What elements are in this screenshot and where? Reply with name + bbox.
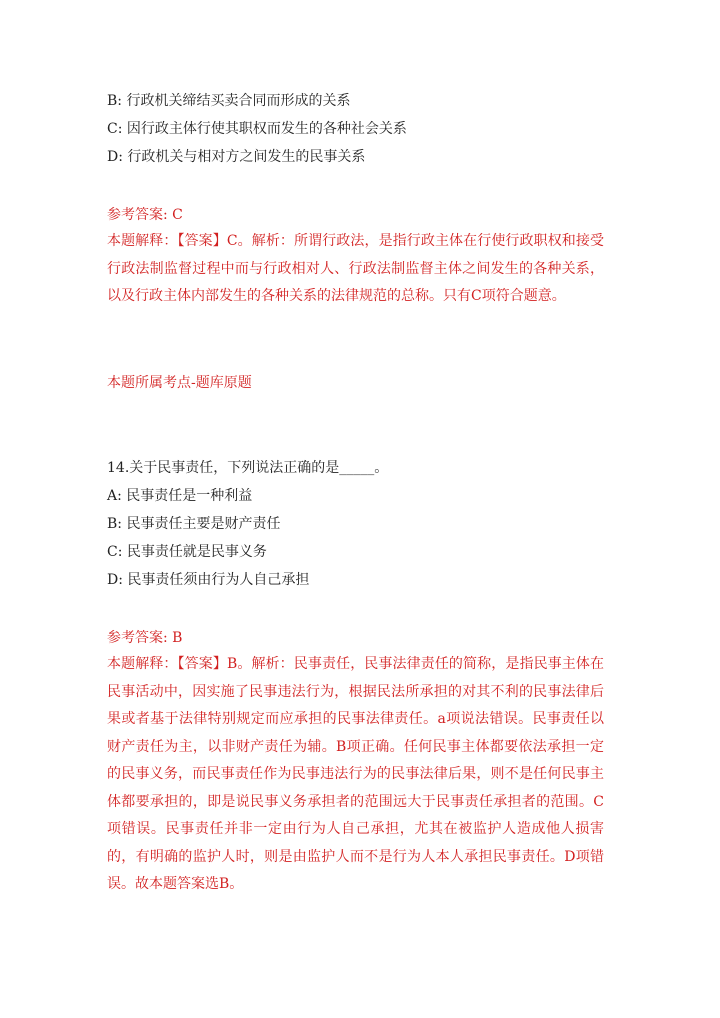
q13-topic: 本题所属考点-题库原题 (107, 375, 252, 391)
q14-option-d: D: 民事责任须由行为人自己承担 (107, 572, 310, 588)
q14-answer: 参考答案: B (107, 630, 183, 646)
q13-option-b: B: 行政机关缔结买卖合同而形成的关系 (107, 93, 351, 109)
q14-option-c: C: 民事责任就是民事义务 (107, 544, 267, 560)
q14-option-b: B: 民事责任主要是财产责任 (107, 516, 281, 532)
q13-option-c: C: 因行政主体行使其职权而发生的各种社会关系 (107, 121, 407, 137)
q13-explanation: 本题解释：【答案】C。解析：所谓行政法，是指行政主体在行使行政职权和接受行政法制监督过程中而与行政相对人、行政法制监督主体之间发生的各种关系，以及行政主体内部发生的各种关系的法律规范的总称。只有C项符合题意。 (107, 233, 604, 304)
q13-option-d: D: 行政机关与相对方之间发生的民事关系 (107, 149, 366, 165)
q14-option-a: A: 民事责任是一种利益 (107, 488, 253, 504)
q14-question: 14.关于民事责任，下列说法正确的是_____。 (107, 460, 389, 476)
q14-explanation: 本题解释：【答案】B。解析：民事责任，民事法律责任的简称，是指民事主体在民事活动中，因实施了民事违法行为，根据民法所承担的对其不利的民事法律后果或者基于法律特别规定而应承担的民事法律责任。a项说法错误。民事责任以财产责任为主，以非财产责任为辅。B项正确。任何民事主体都要依法承担一定的民事义务，而民事责任作为民事违法行为的民事法律后果，则不是任何民事主体都要承担的，即是说民事义务承担者的范围远大于民事责任承担者的范围。C项错误。民事责任并非一定由行为人自己承担，尤其在被监护人造成他人损害的，有明确的监护人时，则是由监护人而不是行为人本人承担民事责任。D项错误。故本题答案选B。 (107, 656, 604, 892)
q13-answer: 参考答案: C (107, 207, 183, 223)
